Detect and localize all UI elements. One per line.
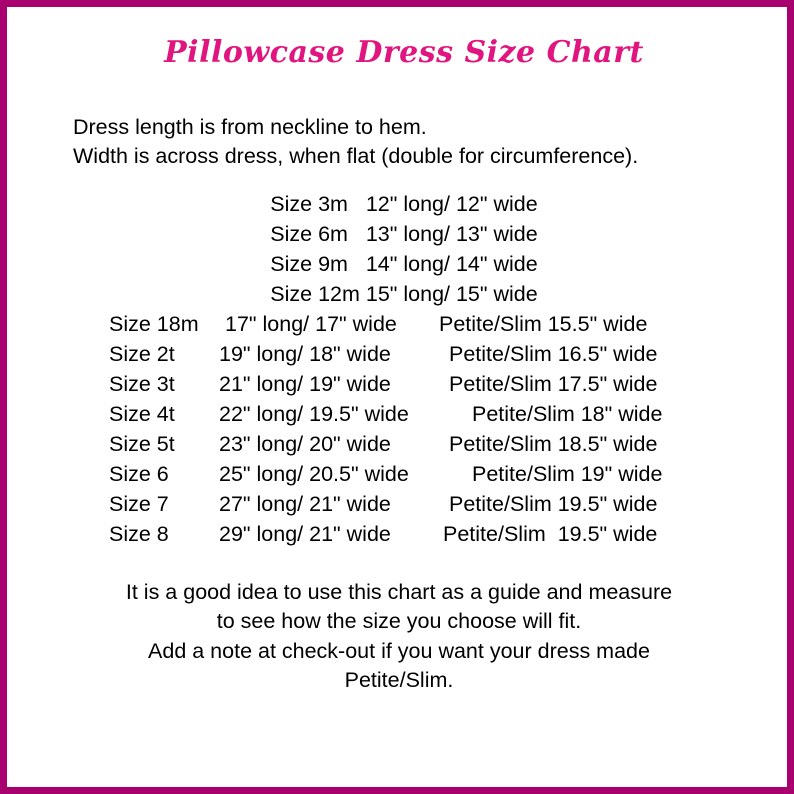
size-row-9m: Size 9m 14" long/ 14" wide <box>270 252 538 276</box>
note-fit: to see how the size you choose will fit. <box>216 609 582 633</box>
chart-title: Pillowcase Dress Size Chart <box>164 35 644 70</box>
intro-line-length: Dress length is from neckline to hem. <box>73 115 427 139</box>
size-petite: Petite/Slim 16.5" wide <box>449 342 658 366</box>
size-dims: 19" long/ 18" wide <box>219 342 391 366</box>
size-petite: Petite/Slim 18.5" wide <box>449 432 658 456</box>
size-dims: 17" long/ 17" wide <box>225 312 397 336</box>
size-petite: Petite/Slim 19.5" wide <box>449 492 658 516</box>
size-petite: Petite/Slim 19" wide <box>472 462 663 486</box>
size-dims: 21" long/ 19" wide <box>219 372 391 396</box>
size-label: Size 7 <box>109 492 169 516</box>
note-checkout: Add a note at check-out if you want your dress made <box>148 639 650 663</box>
size-petite: Petite/Slim 15.5" wide <box>439 312 648 336</box>
note-petite: Petite/Slim. <box>344 668 454 692</box>
size-label: Size 2t <box>109 342 175 366</box>
size-dims: 29" long/ 21" wide <box>219 522 391 546</box>
size-row-12m: Size 12m 15" long/ 15" wide <box>270 282 538 306</box>
note-guide: It is a good idea to use this chart as a guide and measure <box>125 580 673 604</box>
size-petite: Petite/Slim 18" wide <box>472 402 663 426</box>
size-label: Size 6 <box>109 462 169 486</box>
size-label: Size 18m <box>109 312 199 336</box>
intro-line-width: Width is across dress, when flat (double for circumference). <box>73 144 639 168</box>
size-petite: Petite/Slim 19.5" wide <box>443 522 658 546</box>
size-petite: Petite/Slim 17.5" wide <box>449 372 658 396</box>
size-label: Size 8 <box>109 522 169 546</box>
size-dims: 23" long/ 20" wide <box>219 432 391 456</box>
size-label: Size 5t <box>109 432 175 456</box>
size-dims: 25" long/ 20.5" wide <box>219 462 409 486</box>
size-label: Size 4t <box>109 402 175 426</box>
size-label: Size 3t <box>109 372 175 396</box>
size-row-6m: Size 6m 13" long/ 13" wide <box>270 222 538 246</box>
size-dims: 27" long/ 21" wide <box>219 492 391 516</box>
size-dims: 22" long/ 19.5" wide <box>219 402 409 426</box>
size-row-3m: Size 3m 12" long/ 12" wide <box>270 192 538 216</box>
